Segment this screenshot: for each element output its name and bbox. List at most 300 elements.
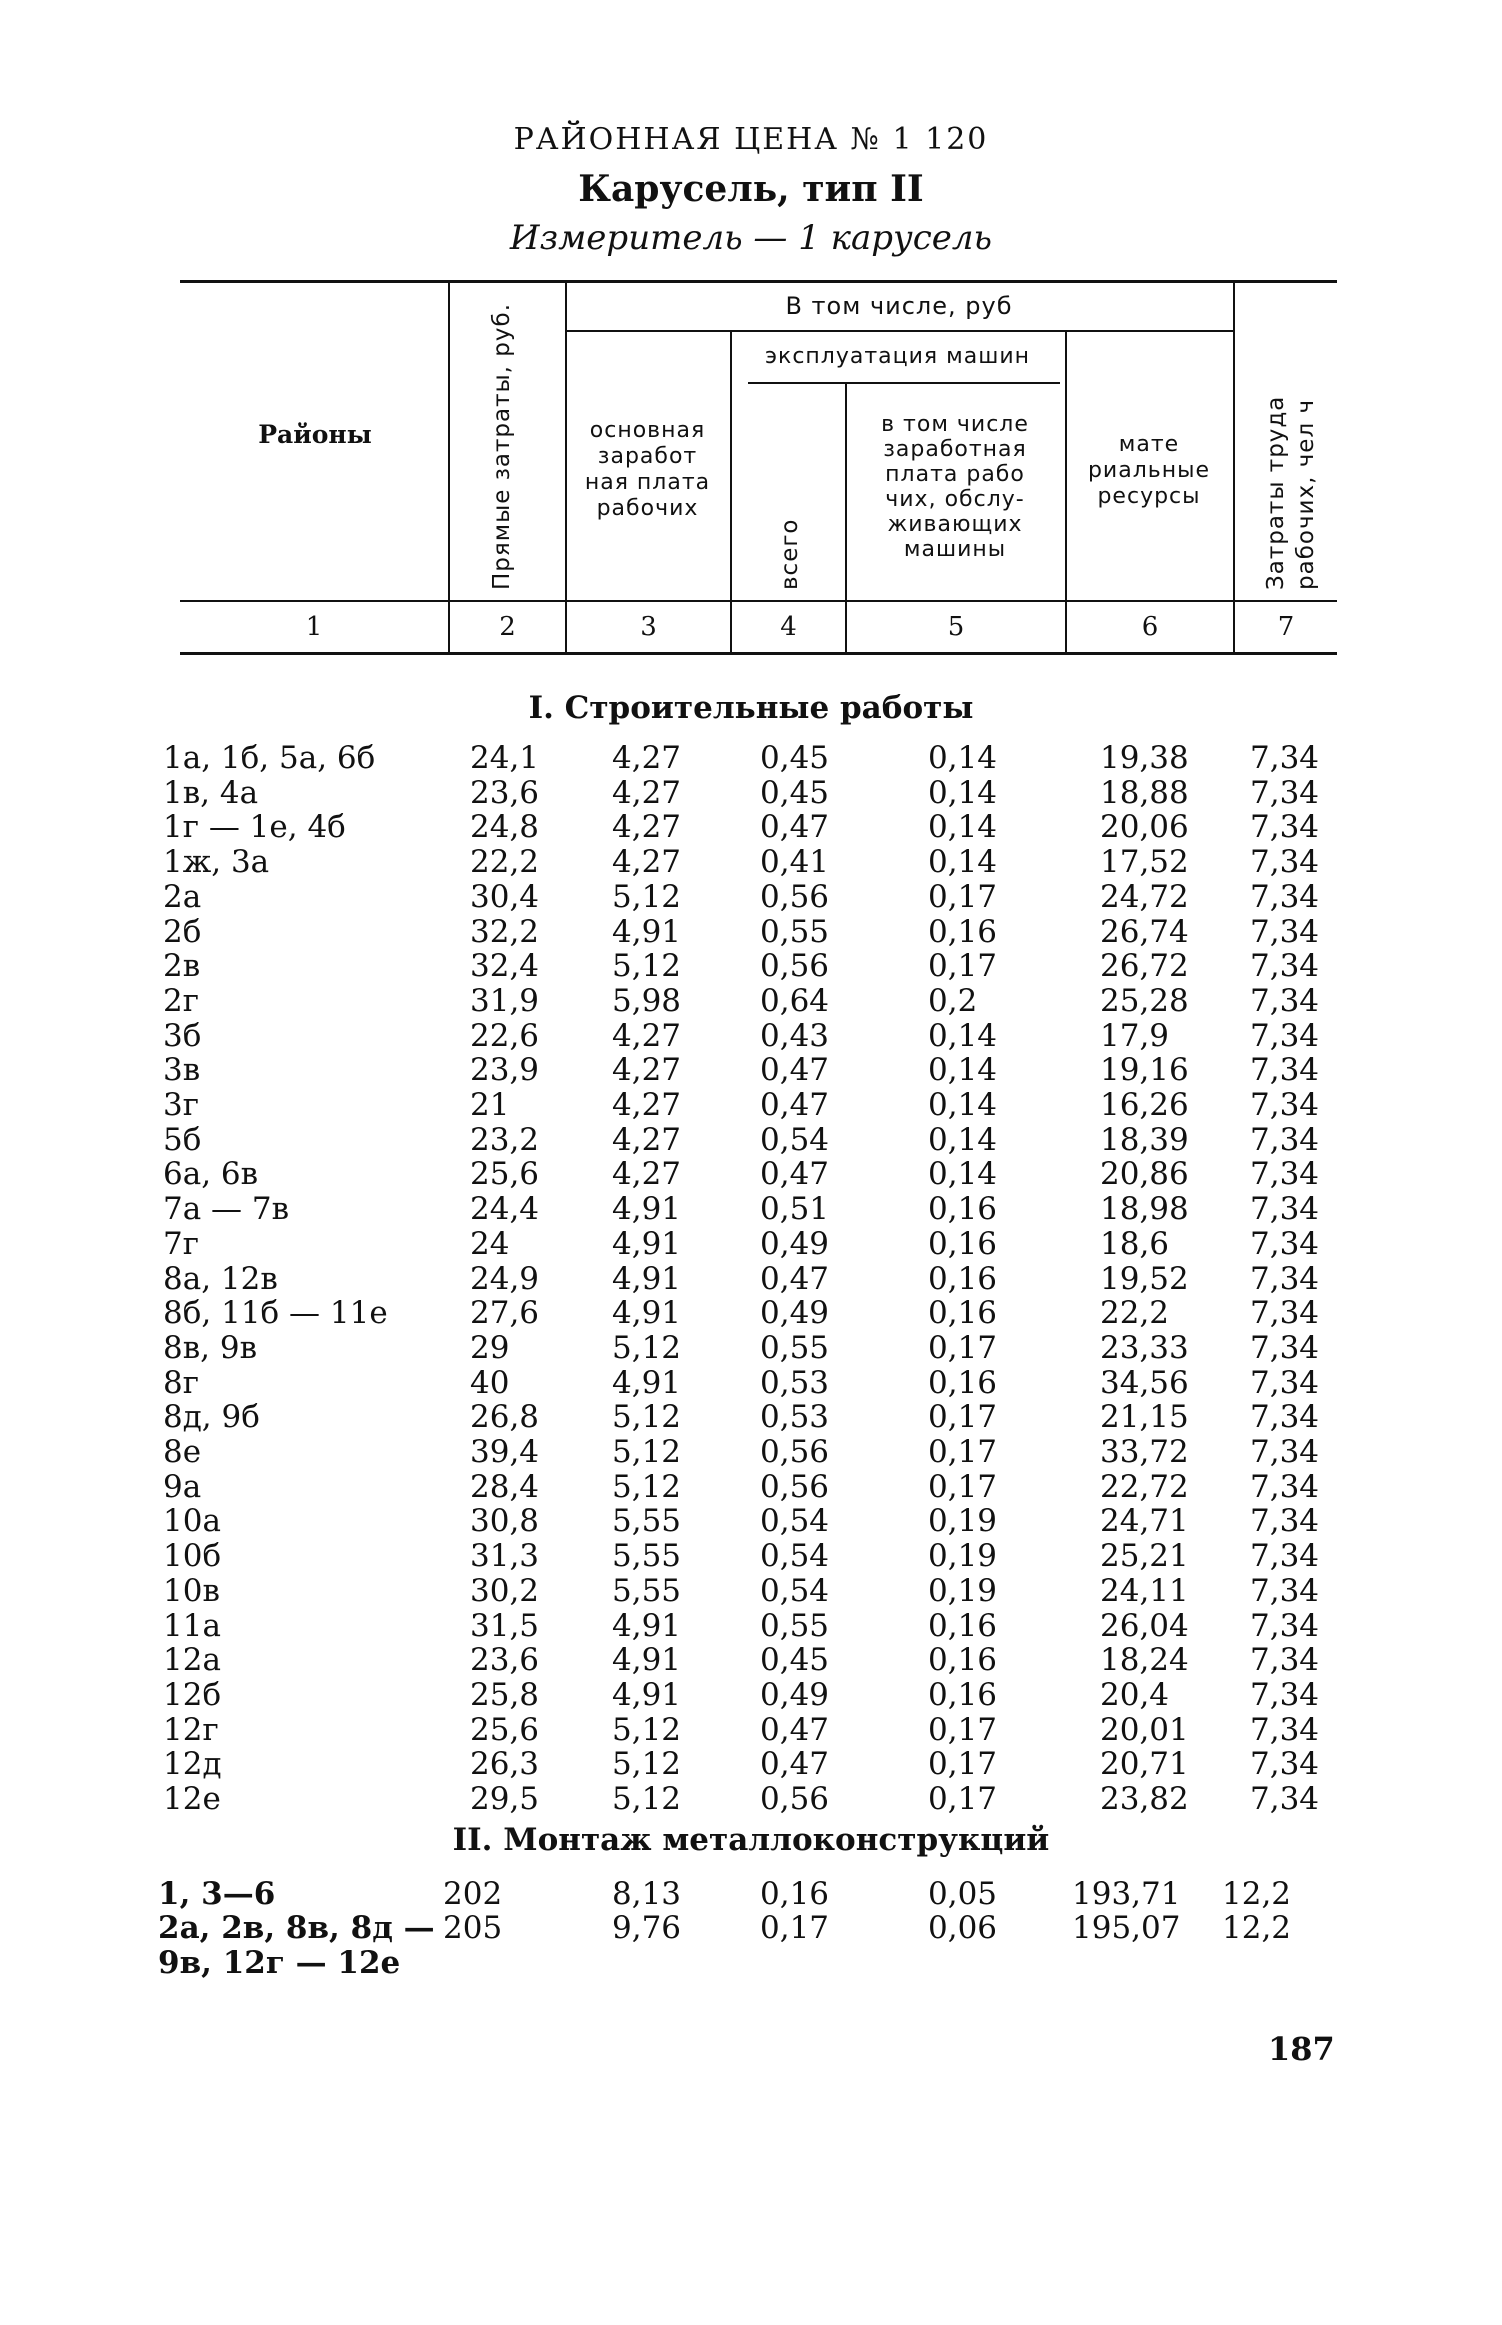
table-row xyxy=(0,1330,1502,1365)
cell-value: 34,56 xyxy=(1100,1364,1189,1401)
cell-district: 12б xyxy=(163,1676,222,1713)
cell-value: 18,24 xyxy=(1100,1642,1189,1679)
cell-value: 0,55 xyxy=(760,913,830,950)
page-title: Карусель, тип II xyxy=(578,168,924,210)
cell-value: 19,16 xyxy=(1100,1052,1189,1089)
cell-value: 7,34 xyxy=(1250,1642,1320,1679)
col-number-2: 2 xyxy=(499,612,516,642)
table-row xyxy=(0,1876,1502,1911)
cell-value: 25,6 xyxy=(470,1711,540,1748)
cell-value: 22,2 xyxy=(470,844,540,881)
cell-district: 9в, 12г — 12е xyxy=(158,1945,401,1982)
cell-value: 5,55 xyxy=(612,1538,682,1575)
cell-value: 20,71 xyxy=(1100,1746,1189,1783)
cell-value: 0,53 xyxy=(760,1364,830,1401)
cell-value: 31,5 xyxy=(470,1607,540,1644)
cell-value: 4,91 xyxy=(612,1607,682,1644)
cell-value: 7,34 xyxy=(1250,1052,1320,1089)
col3-line: рабочих xyxy=(596,496,699,521)
cell-value: 24,4 xyxy=(470,1191,540,1228)
cell-value: 7,34 xyxy=(1250,1191,1320,1228)
cell-value: 7,34 xyxy=(1250,1468,1320,1505)
cell-value: 18,98 xyxy=(1100,1191,1189,1228)
cell-value: 0,05 xyxy=(928,1875,998,1912)
cell-value: 0,56 xyxy=(760,948,830,985)
cell-value: 0,14 xyxy=(928,740,998,776)
cell-value: 25,21 xyxy=(1100,1538,1189,1575)
col-number-1: 1 xyxy=(305,612,323,642)
cell-value: 4,91 xyxy=(612,1225,682,1262)
cell-value: 18,6 xyxy=(1100,1225,1170,1262)
table-row xyxy=(0,1399,1502,1434)
cell-district: 12г xyxy=(163,1711,219,1748)
cell-value: 5,12 xyxy=(612,1329,682,1366)
section-title: II. Монтаж металлоконструкций xyxy=(452,1821,1050,1858)
cell-value: 7,34 xyxy=(1250,1676,1320,1713)
cell-value: 0,06 xyxy=(928,1910,998,1947)
cell-district: 2в xyxy=(163,948,201,985)
cell-value: 7,34 xyxy=(1250,1121,1320,1158)
cell-value: 18,39 xyxy=(1100,1121,1189,1158)
cell-district: 10в xyxy=(163,1572,220,1609)
table-row xyxy=(0,1608,1502,1643)
cell-value: 4,27 xyxy=(612,1087,682,1123)
cell-value: 7,34 xyxy=(1250,1399,1320,1436)
subgroup-rule xyxy=(748,382,1060,384)
table-row xyxy=(0,983,1502,1018)
col6-line: риальные xyxy=(1087,458,1211,483)
cell-value: 0,17 xyxy=(760,1910,830,1947)
col-header-labor-line1: Затраты труда xyxy=(1263,395,1289,590)
cell-value: 0,54 xyxy=(760,1572,830,1609)
col-divider-3 xyxy=(730,332,732,652)
table-top-rule xyxy=(180,280,1337,283)
cell-value: 22,72 xyxy=(1100,1468,1189,1505)
cell-value: 23,9 xyxy=(470,1052,540,1089)
cell-value: 0,14 xyxy=(928,1087,998,1123)
cell-value: 0,56 xyxy=(760,1434,830,1470)
header-bottom-rule xyxy=(180,600,1337,602)
table-row xyxy=(0,775,1502,810)
cell-value: 17,52 xyxy=(1100,844,1189,881)
cell-value: 4,91 xyxy=(612,1676,682,1713)
cell-value: 16,26 xyxy=(1100,1087,1189,1123)
cell-value: 0,16 xyxy=(928,1607,998,1644)
cell-value: 0,17 xyxy=(928,1746,998,1783)
table-row xyxy=(0,1781,1502,1816)
cell-value: 26,8 xyxy=(470,1399,540,1436)
cell-district: 8д, 9б xyxy=(163,1399,260,1436)
table-row xyxy=(0,1945,1502,1980)
cell-value: 7,34 xyxy=(1250,1295,1320,1332)
measure-unit: Измеритель — 1 карусель xyxy=(509,218,993,258)
cell-value: 0,19 xyxy=(928,1503,998,1540)
cell-value: 4,91 xyxy=(612,1295,682,1332)
cell-value: 7,34 xyxy=(1250,809,1320,846)
cell-value: 39,4 xyxy=(470,1434,540,1470)
col-header-group: В том числе, руб xyxy=(785,292,1013,320)
cell-value: 12,2 xyxy=(1222,1910,1292,1947)
cell-value: 7,34 xyxy=(1250,1781,1320,1817)
cell-value: 33,72 xyxy=(1100,1434,1189,1470)
cell-district: 1г — 1е, 4б xyxy=(163,809,346,846)
table-row xyxy=(0,1434,1502,1469)
cell-value: 0,14 xyxy=(928,1017,998,1054)
cell-value: 7,34 xyxy=(1250,982,1320,1019)
cell-value: 30,8 xyxy=(470,1503,540,1540)
cell-value: 4,91 xyxy=(612,1642,682,1679)
col5-line: чих, обслу- xyxy=(885,487,1025,512)
table-row xyxy=(0,1018,1502,1053)
col-header-total: всего xyxy=(777,518,803,590)
table-row xyxy=(0,1261,1502,1296)
cell-value: 22,6 xyxy=(470,1017,540,1054)
cell-value: 0,16 xyxy=(928,1191,998,1228)
cell-value: 0,56 xyxy=(760,878,830,915)
cell-value: 0,14 xyxy=(928,774,998,811)
cell-value: 7,34 xyxy=(1250,1225,1320,1262)
cell-value: 0,47 xyxy=(760,1052,830,1089)
cell-value: 0,47 xyxy=(760,1711,830,1748)
cell-value: 28,4 xyxy=(470,1468,540,1505)
cell-value: 0,51 xyxy=(760,1191,830,1228)
cell-value: 0,45 xyxy=(760,774,830,811)
col-divider-6 xyxy=(1233,283,1235,652)
cell-value: 18,88 xyxy=(1100,774,1189,811)
cell-value: 0,47 xyxy=(760,1260,830,1297)
table-row xyxy=(0,1156,1502,1191)
cell-value: 0,45 xyxy=(760,740,830,776)
cell-value: 0,17 xyxy=(928,1781,998,1817)
cell-value: 7,34 xyxy=(1250,1260,1320,1297)
cell-value: 0,17 xyxy=(928,1399,998,1436)
cell-value: 26,04 xyxy=(1100,1607,1189,1644)
cell-value: 25,28 xyxy=(1100,982,1189,1019)
cell-value: 7,34 xyxy=(1250,948,1320,985)
cell-value: 0,19 xyxy=(928,1538,998,1575)
cell-value: 0,16 xyxy=(760,1875,830,1912)
col3-line: заработ xyxy=(597,444,698,469)
cell-value: 0,64 xyxy=(760,982,830,1019)
cell-district: 1, 3—6 xyxy=(158,1875,276,1912)
cell-district: 1ж, 3а xyxy=(163,844,270,881)
numbers-bottom-rule xyxy=(180,652,1337,655)
cell-value: 4,27 xyxy=(612,774,682,811)
cell-value: 0,45 xyxy=(760,1642,830,1679)
cell-value: 0,16 xyxy=(928,1642,998,1679)
cell-value: 4,91 xyxy=(612,1260,682,1297)
cell-value: 5,98 xyxy=(612,982,682,1019)
cell-value: 5,12 xyxy=(612,1746,682,1783)
table-row xyxy=(0,1469,1502,1504)
table-row xyxy=(0,1295,1502,1330)
cell-value: 24,9 xyxy=(470,1260,540,1297)
cell-value: 20,06 xyxy=(1100,809,1189,846)
cell-district: 3в xyxy=(163,1052,201,1089)
cell-value: 31,9 xyxy=(470,982,540,1019)
cell-value: 7,34 xyxy=(1250,1607,1320,1644)
table-row xyxy=(0,1226,1502,1261)
cell-value: 21,15 xyxy=(1100,1399,1189,1436)
cell-district: 2г xyxy=(163,982,199,1019)
cell-value: 24,11 xyxy=(1100,1572,1189,1609)
cell-district: 11а xyxy=(163,1607,221,1644)
cell-value: 7,34 xyxy=(1250,1711,1320,1748)
cell-value: 0,14 xyxy=(928,809,998,846)
cell-value: 0,17 xyxy=(928,948,998,985)
cell-value: 7,34 xyxy=(1250,1434,1320,1470)
col5-line: машины xyxy=(903,537,1007,562)
cell-value: 0,17 xyxy=(928,1468,998,1505)
cell-value: 23,33 xyxy=(1100,1329,1189,1366)
table-row xyxy=(0,740,1502,775)
col-number-4: 4 xyxy=(780,612,797,642)
cell-value: 25,6 xyxy=(470,1156,540,1193)
cell-value: 5,12 xyxy=(612,1711,682,1748)
cell-value: 24,1 xyxy=(470,740,540,776)
cell-value: 5,12 xyxy=(612,1781,682,1817)
cell-district: 2а, 2в, 8в, 8д — xyxy=(158,1910,435,1947)
cell-value: 4,27 xyxy=(612,740,682,776)
cell-value: 22,2 xyxy=(1100,1295,1170,1332)
cell-value: 0,17 xyxy=(928,1434,998,1470)
cell-district: 2б xyxy=(163,913,202,950)
cell-value: 0,43 xyxy=(760,1017,830,1054)
table-row xyxy=(0,1677,1502,1712)
cell-value: 0,47 xyxy=(760,1156,830,1193)
cell-value: 20,4 xyxy=(1100,1676,1170,1713)
table-row xyxy=(0,1365,1502,1400)
col-header-materials xyxy=(1065,432,1233,510)
cell-value: 7,34 xyxy=(1250,1572,1320,1609)
cell-value: 7,34 xyxy=(1250,1538,1320,1575)
cell-value: 24 xyxy=(470,1225,510,1262)
cell-value: 5,12 xyxy=(612,1434,682,1470)
table-row xyxy=(0,914,1502,949)
cell-value: 27,6 xyxy=(470,1295,540,1332)
cell-value: 26,72 xyxy=(1100,948,1189,985)
cell-value: 0,54 xyxy=(760,1538,830,1575)
cell-value: 4,27 xyxy=(612,809,682,846)
col-header-machine-wage xyxy=(845,412,1065,562)
col3-line: ная плата xyxy=(584,470,711,495)
cell-district: 2а xyxy=(163,878,202,915)
cell-district: 7г xyxy=(163,1225,199,1262)
cell-value: 23,6 xyxy=(470,774,540,811)
col-header-districts: Районы xyxy=(258,420,372,449)
cell-value: 7,34 xyxy=(1250,1329,1320,1366)
cell-value: 7,34 xyxy=(1250,774,1320,811)
cell-value: 0,14 xyxy=(928,1052,998,1089)
cell-district: 5б xyxy=(163,1121,202,1158)
table-row xyxy=(0,1712,1502,1747)
cell-value: 7,34 xyxy=(1250,1746,1320,1783)
table-row xyxy=(0,844,1502,879)
cell-value: 7,34 xyxy=(1250,844,1320,881)
cell-value: 0,16 xyxy=(928,1676,998,1713)
cell-district: 8г xyxy=(163,1364,199,1401)
cell-value: 202 xyxy=(443,1875,503,1912)
cell-value: 0,47 xyxy=(760,1746,830,1783)
cell-value: 8,13 xyxy=(612,1875,682,1912)
cell-value: 0,49 xyxy=(760,1295,830,1332)
cell-value: 0,53 xyxy=(760,1399,830,1436)
table-row xyxy=(0,1191,1502,1226)
cell-value: 0,41 xyxy=(760,844,830,881)
cell-value: 4,91 xyxy=(612,1364,682,1401)
cell-value: 23,82 xyxy=(1100,1781,1189,1817)
cell-district: 8в, 9в xyxy=(163,1329,258,1366)
cell-value: 29,5 xyxy=(470,1781,540,1817)
cell-value: 4,27 xyxy=(612,1156,682,1193)
cell-value: 7,34 xyxy=(1250,1087,1320,1123)
cell-value: 205 xyxy=(443,1910,503,1947)
table-row xyxy=(0,1087,1502,1122)
cell-value: 0,16 xyxy=(928,913,998,950)
col-number-5: 5 xyxy=(947,612,965,642)
cell-value: 20,86 xyxy=(1100,1156,1189,1193)
group-rule xyxy=(565,330,1233,332)
col5-line: живающих xyxy=(887,512,1023,537)
cell-value: 40 xyxy=(470,1364,510,1401)
cell-value: 4,27 xyxy=(612,1052,682,1089)
cell-value: 26,74 xyxy=(1100,913,1189,950)
cell-value: 21 xyxy=(470,1087,510,1123)
table-row xyxy=(0,1910,1502,1945)
cell-district: 3г xyxy=(163,1087,199,1123)
cell-value: 0,56 xyxy=(760,1468,830,1505)
cell-value: 5,55 xyxy=(612,1503,682,1540)
cell-value: 19,52 xyxy=(1100,1260,1189,1297)
cell-value: 4,27 xyxy=(612,844,682,881)
cell-district: 8б, 11б — 11е xyxy=(163,1295,388,1332)
col-header-labor-line2: рабочих, чел ч xyxy=(1293,398,1319,590)
cell-value: 0,47 xyxy=(760,1087,830,1123)
cell-value: 4,27 xyxy=(612,1121,682,1158)
cell-value: 0,17 xyxy=(928,1329,998,1366)
cell-value: 193,71 xyxy=(1072,1875,1181,1912)
section-title: I. Строительные работы xyxy=(528,690,974,726)
cell-district: 12д xyxy=(163,1746,222,1783)
table-row xyxy=(0,1052,1502,1087)
cell-value: 12,2 xyxy=(1222,1875,1292,1912)
table-row xyxy=(0,1503,1502,1538)
cell-value: 7,34 xyxy=(1250,740,1320,776)
cell-value: 23,2 xyxy=(470,1121,540,1158)
cell-value: 0,49 xyxy=(760,1676,830,1713)
cell-value: 0,54 xyxy=(760,1121,830,1158)
col-number-7: 7 xyxy=(1277,612,1295,642)
cell-value: 26,3 xyxy=(470,1746,540,1783)
cell-value: 5,12 xyxy=(612,1468,682,1505)
col3-line: основная xyxy=(589,418,706,443)
cell-value: 0,14 xyxy=(928,1156,998,1193)
cell-value: 7,34 xyxy=(1250,1156,1320,1193)
cell-value: 0,47 xyxy=(760,809,830,846)
cell-value: 31,3 xyxy=(470,1538,540,1575)
cell-value: 0,49 xyxy=(760,1225,830,1262)
cell-district: 9а xyxy=(163,1468,202,1505)
price-line: РАЙОННАЯ ЦЕНА № 1 120 xyxy=(513,122,989,157)
cell-value: 7,34 xyxy=(1250,1017,1320,1054)
cell-value: 5,12 xyxy=(612,1399,682,1436)
table-row xyxy=(0,809,1502,844)
cell-value: 4,27 xyxy=(612,1017,682,1054)
cell-value: 0,17 xyxy=(928,1711,998,1748)
cell-value: 25,8 xyxy=(470,1676,540,1713)
table-row xyxy=(0,879,1502,914)
col5-line: плата рабо xyxy=(885,462,1025,487)
cell-district: 10а xyxy=(163,1503,221,1540)
col-number-6: 6 xyxy=(1141,612,1159,642)
cell-value: 195,07 xyxy=(1072,1910,1181,1947)
cell-district: 7а — 7в xyxy=(163,1191,290,1228)
cell-district: 8е xyxy=(163,1434,202,1470)
cell-value: 24,71 xyxy=(1100,1503,1189,1540)
cell-value: 7,34 xyxy=(1250,1364,1320,1401)
cell-value: 5,12 xyxy=(612,948,682,985)
cell-value: 0,56 xyxy=(760,1781,830,1817)
cell-value: 0,19 xyxy=(928,1572,998,1609)
cell-value: 7,34 xyxy=(1250,913,1320,950)
cell-value: 4,91 xyxy=(612,1191,682,1228)
cell-value: 9,76 xyxy=(612,1910,682,1947)
cell-district: 3б xyxy=(163,1017,202,1054)
cell-value: 30,4 xyxy=(470,878,540,915)
page-number: 187 xyxy=(1268,2030,1335,2068)
cell-value: 0,54 xyxy=(760,1503,830,1540)
cell-district: 8а, 12в xyxy=(163,1260,278,1297)
cell-district: 12а xyxy=(163,1642,221,1679)
cell-value: 5,12 xyxy=(612,878,682,915)
cell-value: 29 xyxy=(470,1329,510,1366)
table-row xyxy=(0,1122,1502,1157)
cell-value: 17,9 xyxy=(1100,1017,1170,1054)
cell-value: 0,2 xyxy=(928,982,978,1019)
col-number-3: 3 xyxy=(640,612,657,642)
cell-value: 23,6 xyxy=(470,1642,540,1679)
table-row xyxy=(0,1642,1502,1677)
table-row xyxy=(0,1573,1502,1608)
cell-district: 1в, 4а xyxy=(163,774,259,811)
cell-value: 0,16 xyxy=(928,1364,998,1401)
col5-line: в том числе xyxy=(881,412,1029,437)
cell-value: 0,16 xyxy=(928,1295,998,1332)
cell-value: 7,34 xyxy=(1250,1503,1320,1540)
cell-value: 0,55 xyxy=(760,1607,830,1644)
cell-value: 5,55 xyxy=(612,1572,682,1609)
cell-value: 0,17 xyxy=(928,878,998,915)
cell-value: 30,2 xyxy=(470,1572,540,1609)
cell-district: 10б xyxy=(163,1538,222,1575)
col-divider-1 xyxy=(448,283,450,652)
cell-district: 6а, 6в xyxy=(163,1156,259,1193)
cell-value: 4,91 xyxy=(612,913,682,950)
cell-value: 32,2 xyxy=(470,913,540,950)
cell-value: 0,16 xyxy=(928,1260,998,1297)
col6-line: мате xyxy=(1118,432,1180,457)
cell-value: 0,55 xyxy=(760,1329,830,1366)
col-header-machines: эксплуатация машин xyxy=(764,344,1031,369)
cell-value: 0,14 xyxy=(928,1121,998,1158)
cell-value: 19,38 xyxy=(1100,740,1189,776)
col-header-direct-costs: Прямые затраты, руб. xyxy=(489,302,515,590)
cell-value: 0,16 xyxy=(928,1225,998,1262)
cell-district: 1а, 1б, 5а, 6б xyxy=(163,740,376,776)
cell-value: 24,8 xyxy=(470,809,540,846)
table-row xyxy=(0,948,1502,983)
cell-value: 0,14 xyxy=(928,844,998,881)
